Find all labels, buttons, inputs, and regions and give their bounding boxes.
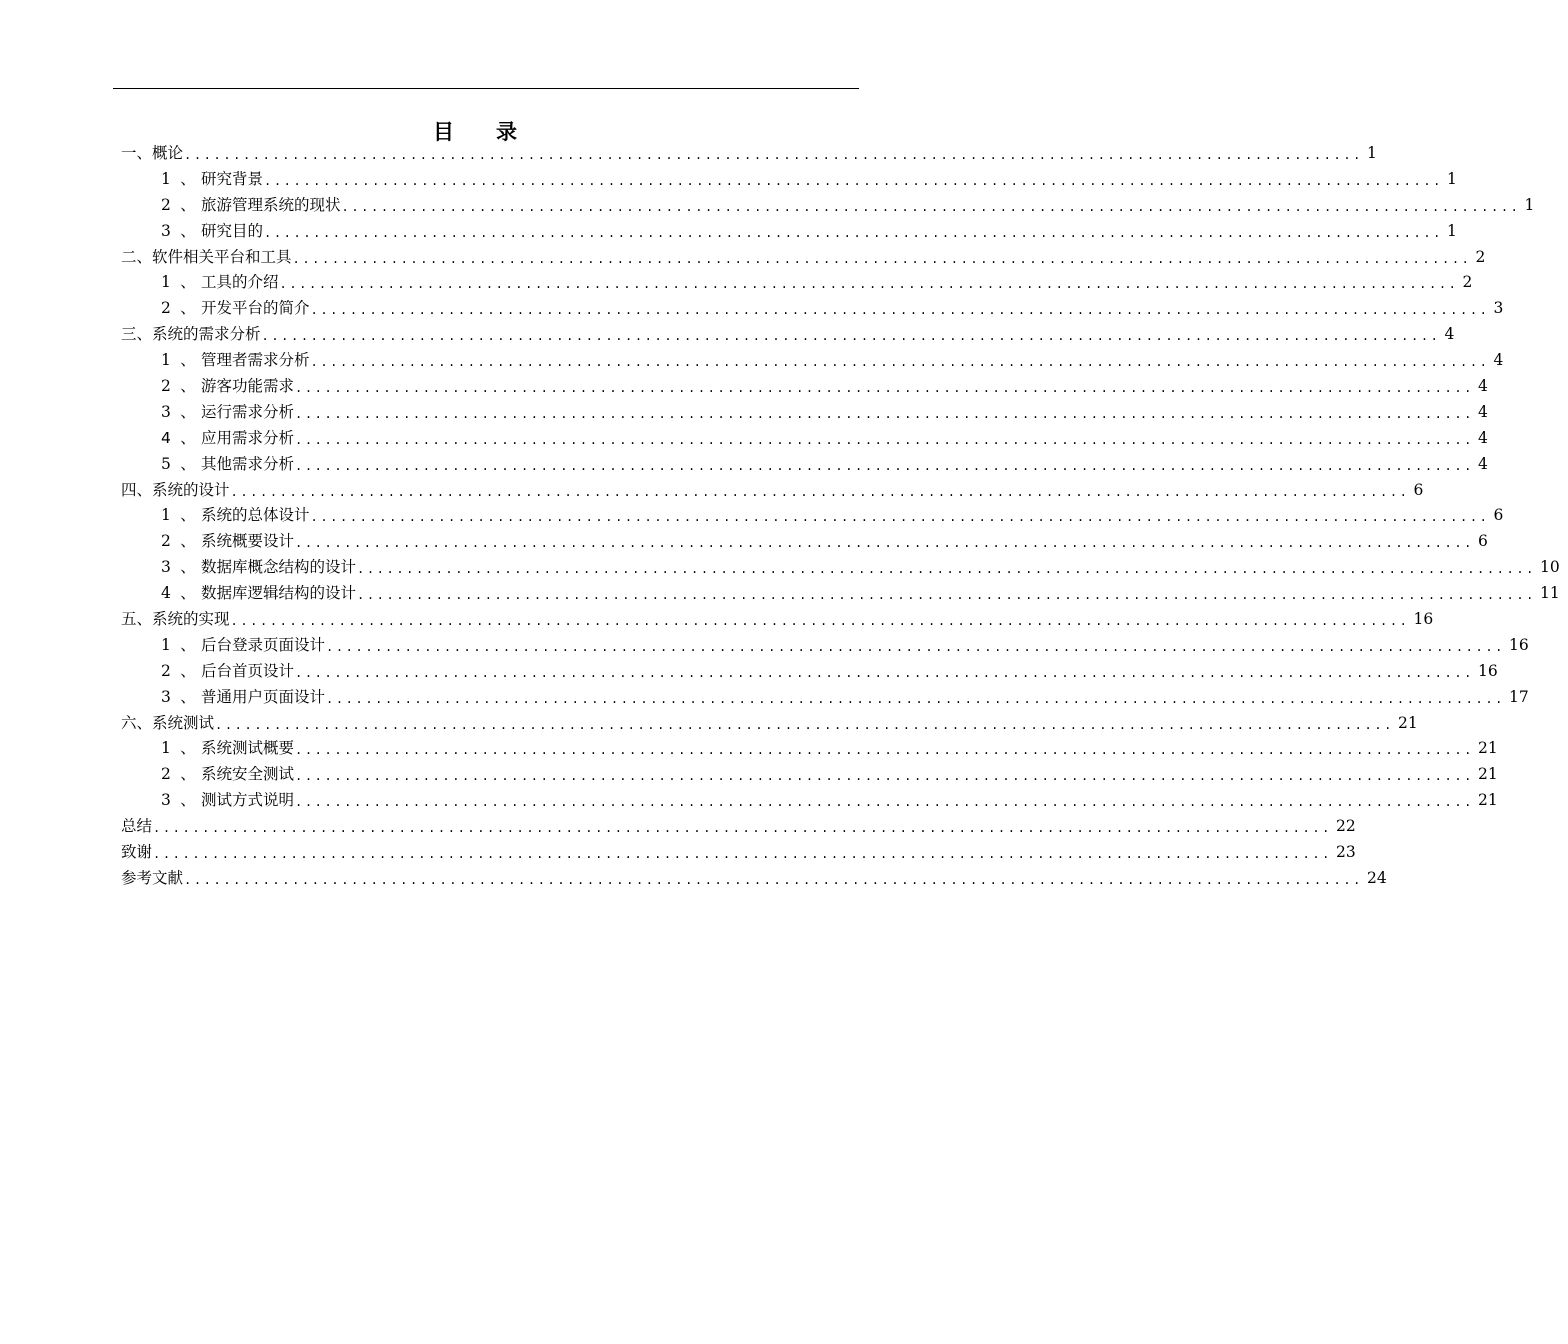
toc-entry-text: 其他需求分析 [201, 454, 295, 473]
toc-entry-text: 系统概要设计 [201, 532, 295, 551]
toc-page-number: 4 [1493, 351, 1504, 370]
toc-entry[interactable] [121, 374, 1488, 400]
toc-entry-separator: 、 [180, 299, 196, 318]
toc-page-number: 2 [1462, 273, 1473, 292]
toc-entry-label: 一、概论 [121, 143, 184, 162]
toc-entry-number: 4 [161, 584, 171, 603]
toc-entry-text: 系统的总体设计 [201, 506, 310, 525]
toc-entry-separator: 、 [180, 454, 196, 473]
table-of-contents [121, 141, 1560, 892]
toc-page-number: 21 [1477, 791, 1498, 810]
toc-entry[interactable] [121, 762, 1498, 788]
toc-page-number: 1 [1524, 195, 1535, 214]
toc-entry-number: 1 [161, 739, 171, 758]
toc-entry-separator: 、 [180, 351, 196, 370]
toc-entry-number: 5 [161, 454, 171, 473]
toc-entry-separator: 、 [180, 791, 196, 810]
toc-entry-text: 测试方式说明 [201, 791, 295, 810]
toc-leader-dots: ........................................................................................................................ [341, 199, 1521, 214]
toc-entry-label [121, 555, 356, 581]
toc-leader-dots: ........................................................................................................................ [310, 303, 1490, 318]
toc-leader-dots: ........................................................................................................................ [295, 458, 1474, 473]
toc-entry-separator: 、 [180, 169, 196, 188]
toc-leader-dots: ........................................................................................................................ [295, 665, 1474, 680]
toc-page-number: 4 [1477, 377, 1488, 395]
toc-entry-label [121, 633, 325, 659]
toc-page-number: 4 [1477, 428, 1488, 447]
toc-entry-number: 1 [161, 506, 171, 525]
toc-entry-number: 4 [161, 428, 171, 447]
toc-entry-label [121, 426, 294, 452]
toc-entry[interactable] [121, 141, 1377, 167]
toc-entry[interactable] [121, 788, 1498, 814]
toc-entry[interactable] [121, 659, 1498, 685]
toc-entry-separator: 、 [180, 532, 196, 551]
toc-page-number: 17 [1508, 687, 1529, 706]
toc-entry[interactable] [121, 167, 1457, 193]
toc-entry-number: 1 [161, 351, 171, 370]
toc-entry[interactable] [121, 607, 1434, 633]
toc-entry-text: 数据库逻辑结构的设计 [201, 584, 357, 603]
toc-page-number: 4 [1444, 325, 1455, 344]
toc-entry-separator: 、 [180, 377, 196, 395]
toc-page-number: 16 [1477, 661, 1498, 680]
toc-entry-label [121, 193, 341, 219]
toc-entry-text: 系统测试概要 [201, 739, 295, 758]
toc-entry-number: 2 [161, 765, 171, 784]
toc-entry[interactable] [121, 503, 1504, 529]
toc-entry-number: 3 [161, 402, 171, 421]
toc-page-number: 3 [1493, 299, 1504, 318]
toc-entry-text: 开发平台的简介 [201, 299, 310, 318]
toc-entry-separator: 、 [180, 661, 196, 680]
toc-entry-label: 六、系统测试 [121, 713, 215, 732]
toc-entry-label [121, 659, 294, 685]
toc-entry-separator: 、 [180, 765, 196, 784]
toc-entry-separator: 、 [180, 635, 196, 654]
toc-entry-text: 应用需求分析 [201, 428, 295, 447]
toc-entry-separator: 、 [180, 739, 196, 758]
toc-leader-dots: ........................................................................................................................ [326, 691, 1505, 706]
toc-page-number: 22 [1335, 817, 1356, 836]
toc-entry-text: 管理者需求分析 [201, 351, 310, 370]
toc-leader-dots: ........................................................................................................................ [184, 872, 1363, 887]
toc-entry[interactable] [121, 478, 1424, 504]
toc-page-number: 16 [1508, 635, 1529, 654]
toc-page-number: 1 [1446, 169, 1457, 188]
toc-leader-dots: ........................................................................................................................ [215, 717, 1394, 732]
toc-entry[interactable] [121, 452, 1488, 478]
toc-page-number: 16 [1413, 610, 1434, 629]
toc-entry[interactable] [121, 270, 1473, 296]
toc-entry-separator: 、 [180, 221, 196, 240]
toc-entry-label: 致谢 [121, 843, 153, 862]
toc-entry-label [121, 788, 294, 814]
toc-leader-dots: ........................................................................................................................ [295, 536, 1474, 551]
toc-title: 目 录 [433, 120, 517, 144]
toc-leader-dots: ........................................................................................................................ [295, 769, 1474, 784]
toc-entry-text: 研究背景 [201, 169, 264, 188]
toc-entry-label [121, 219, 263, 245]
toc-entry-label [121, 581, 356, 607]
toc-leader-dots: ........................................................................................................................ [295, 381, 1474, 396]
toc-entry[interactable] [121, 633, 1529, 659]
toc-entry-separator: 、 [180, 273, 196, 292]
toc-entry-number: 2 [161, 377, 171, 395]
toc-leader-dots: ........................................................................................................................ [295, 432, 1474, 447]
toc-page-number: 21 [1477, 739, 1498, 758]
toc-leader-dots: ........................................................................................................................ [279, 277, 1459, 292]
toc-entry-label [121, 685, 325, 711]
toc-entry[interactable] [121, 866, 1387, 892]
toc-entry-number: 1 [161, 635, 171, 654]
toc-entry-label [121, 736, 294, 762]
toc-entry-text: 系统安全测试 [201, 765, 295, 784]
toc-entry-separator: 、 [180, 428, 196, 447]
toc-leader-dots: ........................................................................................................................ [295, 406, 1474, 421]
toc-entry-label [121, 503, 310, 529]
toc-entry-separator: 、 [180, 558, 196, 577]
toc-entry-number: 3 [161, 221, 171, 240]
toc-entry[interactable] [121, 736, 1498, 762]
toc-entry-number: 3 [161, 687, 171, 706]
toc-entry-text: 游客功能需求 [201, 377, 295, 395]
toc-entry[interactable] [121, 840, 1356, 866]
toc-entry-text: 研究目的 [201, 221, 264, 240]
toc-entry[interactable] [121, 322, 1455, 348]
toc-page-number: 11 [1539, 584, 1560, 603]
toc-leader-dots: ........................................................................................................................ [295, 795, 1474, 810]
toc-entry-label [121, 348, 310, 374]
toc-entry-label [121, 167, 263, 193]
toc-leader-dots: ........................................................................................................................ [357, 588, 1536, 603]
toc-entry-separator: 、 [180, 584, 196, 603]
toc-page-number: 6 [1493, 506, 1504, 525]
toc-leader-dots: ........................................................................................................................ [310, 510, 1490, 525]
toc-entry-number: 3 [161, 558, 171, 577]
toc-page-number: 1 [1366, 143, 1377, 162]
toc-entry-label [121, 270, 279, 296]
toc-entry[interactable] [121, 245, 1486, 271]
toc-page-number: 6 [1477, 532, 1488, 551]
toc-leader-dots: ........................................................................................................................ [264, 225, 1443, 240]
toc-entry-number: 2 [161, 195, 171, 214]
toc-entry-label [121, 374, 294, 400]
toc-entry-label [121, 452, 294, 478]
toc-page-number: 21 [1397, 713, 1418, 732]
toc-leader-dots: ........................................................................................................................ [357, 562, 1536, 577]
toc-page-number: 24 [1366, 868, 1387, 887]
toc-entry-text: 后台首页设计 [201, 661, 295, 680]
toc-entry[interactable] [121, 219, 1457, 245]
toc-page-number: 10 [1539, 558, 1560, 577]
toc-entry-text: 运行需求分析 [201, 402, 295, 421]
toc-entry-label: 三、系统的需求分析 [121, 325, 261, 344]
toc-leader-dots: ........................................................................................................................ [326, 639, 1505, 654]
toc-entry-text: 普通用户页面设计 [201, 687, 326, 706]
toc-entry-label: 五、系统的实现 [121, 610, 230, 629]
toc-entry-label [121, 296, 310, 322]
header-rule [113, 88, 859, 89]
toc-leader-dots: ........................................................................................................................ [264, 173, 1443, 188]
toc-entry-text: 后台登录页面设计 [201, 635, 326, 654]
toc-entry-text: 旅游管理系统的现状 [201, 195, 341, 214]
toc-entry-number: 2 [161, 299, 171, 318]
toc-leader-dots: ........................................................................................................................ [310, 355, 1490, 370]
toc-page-number: 2 [1475, 247, 1486, 266]
toc-entry[interactable] [121, 400, 1488, 426]
toc-entry[interactable] [121, 685, 1529, 711]
toc-entry[interactable] [121, 711, 1418, 737]
toc-page-number: 23 [1335, 843, 1356, 862]
toc-entry[interactable] [121, 581, 1560, 607]
toc-entry[interactable] [121, 529, 1488, 555]
toc-entry[interactable] [121, 193, 1535, 219]
toc-entry[interactable] [121, 555, 1560, 581]
toc-entry[interactable] [121, 814, 1356, 840]
toc-entry-number: 2 [161, 661, 171, 680]
toc-page-number: 4 [1477, 402, 1488, 421]
toc-entry-label [121, 400, 294, 426]
toc-leader-dots: ........................................................................................................................ [292, 251, 1472, 266]
toc-entry-label: 参考文献 [121, 868, 184, 887]
toc-entry-label: 总结 [121, 817, 153, 836]
toc-entry-separator: 、 [180, 506, 196, 525]
toc-entry-separator: 、 [180, 195, 196, 214]
toc-leader-dots: ........................................................................................................................ [230, 614, 1410, 629]
toc-leader-dots: ........................................................................................................................ [261, 329, 1441, 344]
toc-leader-dots: ........................................................................................................................ [184, 148, 1363, 162]
toc-entry-separator: 、 [180, 402, 196, 421]
toc-entry[interactable] [121, 348, 1504, 374]
toc-entry-number: 3 [161, 791, 171, 810]
toc-entry-label: 四、系统的设计 [121, 480, 230, 499]
toc-page-number: 1 [1446, 221, 1457, 240]
toc-page-number: 6 [1413, 480, 1424, 499]
toc-page-number: 4 [1477, 454, 1488, 473]
toc-entry-label [121, 529, 294, 555]
toc-entry-text: 工具的介绍 [201, 273, 279, 292]
toc-entry[interactable] [121, 426, 1488, 452]
toc-entry-number: 1 [161, 169, 171, 188]
toc-leader-dots: ........................................................................................................................ [153, 821, 1332, 836]
toc-entry-text: 数据库概念结构的设计 [201, 558, 357, 577]
toc-leader-dots: ........................................................................................................................ [295, 743, 1474, 758]
toc-entry-label [121, 762, 294, 788]
toc-entry-label: 二、软件相关平台和工具 [121, 247, 292, 266]
toc-entry-number: 2 [161, 532, 171, 551]
toc-leader-dots: ........................................................................................................................ [153, 847, 1332, 862]
toc-page-number: 21 [1477, 765, 1498, 784]
toc-entry[interactable] [121, 296, 1504, 322]
toc-entry-separator: 、 [180, 687, 196, 706]
toc-leader-dots: ........................................................................................................................ [230, 484, 1410, 499]
toc-entry-number: 1 [161, 273, 171, 292]
